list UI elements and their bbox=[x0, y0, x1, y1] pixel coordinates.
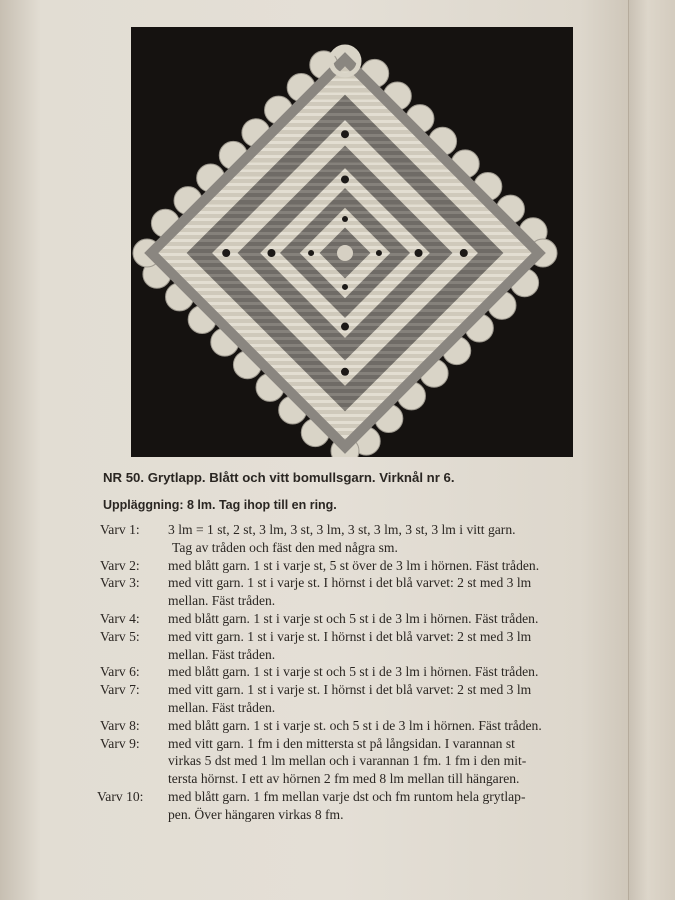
row-instructions bbox=[0, 521, 675, 824]
row-label: Varv 8: bbox=[100, 717, 140, 733]
row-label: Varv 4: bbox=[100, 610, 140, 626]
row-text: virkas 5 dst med 1 lm mellan och i varannan 1 fm. 1 fm i den mit- bbox=[168, 753, 527, 769]
potholder-photo bbox=[131, 27, 573, 457]
row-text: pen. Över hängaren virkas 8 fm. bbox=[168, 806, 344, 822]
row-1 bbox=[0, 521, 675, 557]
row-label: Varv 9: bbox=[100, 735, 140, 751]
row-label: Varv 3: bbox=[100, 575, 140, 591]
row-8 bbox=[0, 717, 675, 735]
row-text: 3 lm = 1 st, 2 st, 3 lm, 3 st, 3 lm, 3 st, 3 lm, 3 st, 3 lm i vitt garn. bbox=[168, 522, 516, 537]
row-text: med blått garn. 1 st i varje st och 5 st i de 3 lm i hörnen. Fäst tråden. bbox=[168, 610, 539, 626]
row-text: med blått garn. 1 st i varje st och 5 st i de 3 lm i hörnen. Fäst tråden. bbox=[168, 664, 539, 680]
row-text: med blått garn. 1 st i varje st. och 5 st i de 3 lm i hörnen. Fäst tråden. bbox=[168, 717, 542, 733]
setup-instruction: Uppläggning: 8 lm. Tag ihop till en ring. bbox=[103, 498, 337, 512]
row-label: Varv 2: bbox=[100, 557, 140, 573]
pattern-heading: NR 50. Grytlapp. Blått och vitt bomullsgarn. Virknål nr 6. bbox=[103, 470, 455, 485]
row-text: med vitt garn. 1 fm i den mittersta st på långsidan. I varannan st bbox=[168, 735, 515, 751]
row-10 bbox=[0, 788, 675, 824]
row-text: med vitt garn. 1 st i varje st. I hörnst i det blå varvet: 2 st med 3 lm bbox=[168, 682, 532, 698]
row-text: Tag av tråden och fäst den med några sm. bbox=[172, 539, 398, 555]
row-label: Varv 6: bbox=[100, 664, 140, 680]
row-label: Varv 5: bbox=[100, 628, 140, 644]
row-9 bbox=[0, 735, 675, 788]
row-text: mellan. Fäst tråden. bbox=[168, 593, 276, 609]
row-text: mellan. Fäst tråden. bbox=[168, 646, 276, 662]
row-7 bbox=[0, 681, 675, 717]
row-label: Varv 1: bbox=[100, 522, 140, 537]
row-text: tersta hörnst. I ett av hörnen 2 fm med 8 lm mellan till hängaren. bbox=[168, 771, 520, 787]
row-3 bbox=[0, 574, 675, 610]
row-text: med vitt garn. 1 st i varje st. I hörnst i det blå varvet: 2 st med 3 lm bbox=[168, 575, 532, 591]
row-text: med vitt garn. 1 st i varje st. I hörnst i det blå varvet: 2 st med 3 lm bbox=[168, 628, 532, 644]
row-label: Varv 7: bbox=[100, 682, 140, 698]
crocheted-potholder-illustration bbox=[131, 27, 573, 457]
row-5 bbox=[0, 628, 675, 664]
row-text: mellan. Fäst tråden. bbox=[168, 699, 276, 715]
row-4 bbox=[0, 610, 675, 628]
row-6 bbox=[0, 663, 675, 681]
row-text: med blått garn. 1 st i varje st, 5 st över de 3 lm i hörnen. Fäst tråden. bbox=[168, 557, 540, 573]
row-2 bbox=[0, 557, 675, 575]
row-text: med blått garn. 1 fm mellan varje dst och fm runtom hela grytlap- bbox=[168, 788, 526, 804]
row-label: Varv 10: bbox=[97, 788, 144, 804]
